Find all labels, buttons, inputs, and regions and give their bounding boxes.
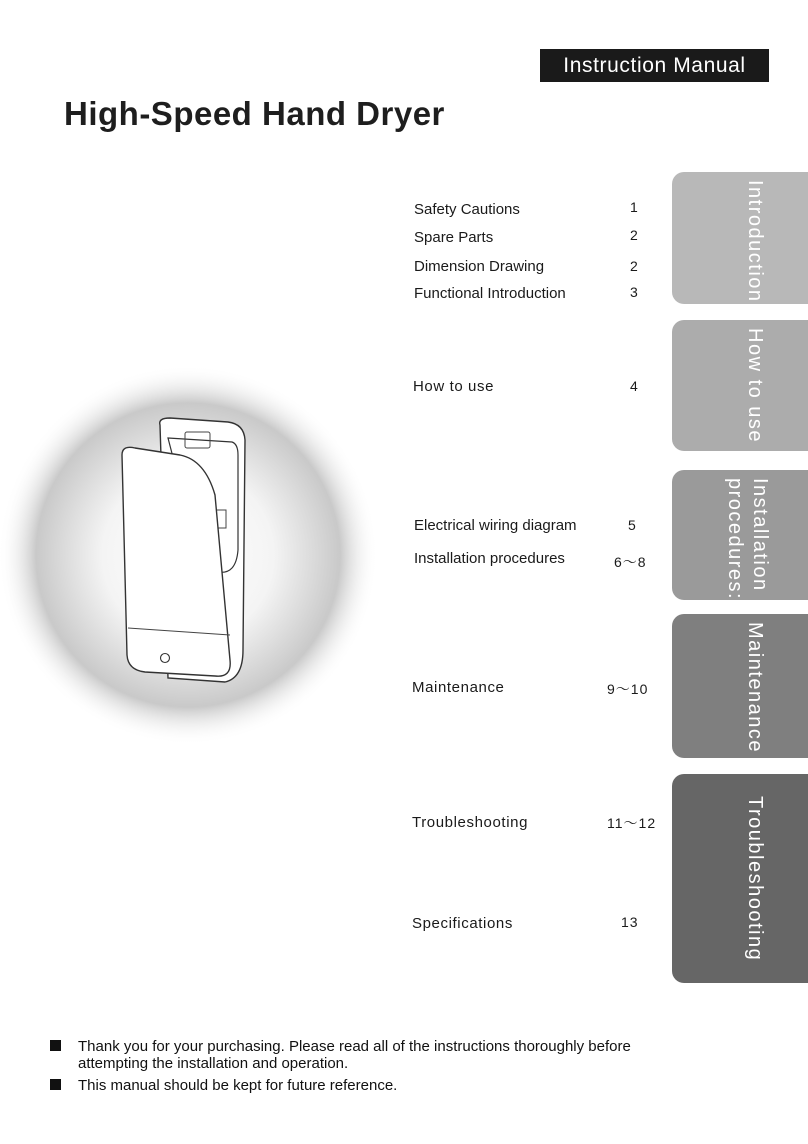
note-text: Thank you for your purchasing. Please read all of the instructions thoroughly before attempting the installation and operation. bbox=[78, 1038, 631, 1072]
tab-installation-procedures-label: Installation procedures: bbox=[724, 478, 771, 601]
toc-page-maintenance: 9～10 bbox=[607, 681, 649, 697]
page-title: High-Speed Hand Dryer bbox=[64, 95, 445, 132]
tab-troubleshooting[interactable] bbox=[672, 774, 808, 983]
toc-page-safety-cautions: 1 bbox=[630, 199, 639, 215]
tab-maintenance[interactable] bbox=[672, 614, 808, 758]
tab-troubleshooting-label: Troubleshooting bbox=[744, 796, 766, 962]
tab-introduction[interactable] bbox=[672, 172, 808, 304]
toc-page-spare-parts: 2 bbox=[630, 227, 639, 243]
note-item bbox=[50, 1077, 670, 1094]
hand-dryer-illustration bbox=[0, 360, 380, 750]
toc-label-spare-parts: Spare Parts bbox=[414, 229, 494, 246]
toc-page-how-to-use: 4 bbox=[630, 378, 639, 394]
note-item bbox=[50, 1038, 670, 1072]
toc-page-installation-procedures: 6～8 bbox=[614, 554, 647, 570]
toc-page-specifications: 13 bbox=[621, 914, 639, 930]
tab-introduction-label: Introduction bbox=[744, 180, 766, 303]
tab-installation-procedures[interactable] bbox=[672, 470, 808, 600]
toc-page-electrical-wiring-diagram: 5 bbox=[628, 517, 637, 533]
notes-list bbox=[50, 1038, 670, 1099]
tab-how-to-use-label: How to use bbox=[744, 328, 766, 444]
toc-label-electrical-wiring-diagram: Electrical wiring diagram bbox=[414, 517, 577, 534]
toc-label-maintenance: Maintenance bbox=[412, 679, 505, 696]
toc-label-functional-introduction: Functional Introduction bbox=[414, 285, 566, 302]
toc-label-safety-cautions: Safety Cautions bbox=[414, 201, 520, 218]
toc-page-dimension-drawing: 2 bbox=[630, 258, 639, 274]
tab-maintenance-label: Maintenance bbox=[744, 622, 766, 754]
toc-label-dimension-drawing: Dimension Drawing bbox=[414, 258, 545, 275]
toc-label-how-to-use: How to use bbox=[413, 378, 495, 395]
toc-page-troubleshooting: 11～12 bbox=[607, 815, 657, 831]
square-bullet-icon bbox=[50, 1079, 61, 1090]
note-text: This manual should be kept for future reference. bbox=[78, 1077, 398, 1094]
toc-label-installation-procedures: Installation procedures bbox=[414, 550, 565, 567]
square-bullet-icon bbox=[50, 1040, 61, 1051]
toc-label-specifications: Specifications bbox=[412, 915, 513, 932]
manual-badge: Instruction Manual bbox=[540, 49, 769, 82]
toc-page-functional-introduction: 3 bbox=[630, 284, 639, 300]
tab-how-to-use[interactable] bbox=[672, 320, 808, 451]
toc-label-troubleshooting: Troubleshooting bbox=[412, 814, 529, 831]
